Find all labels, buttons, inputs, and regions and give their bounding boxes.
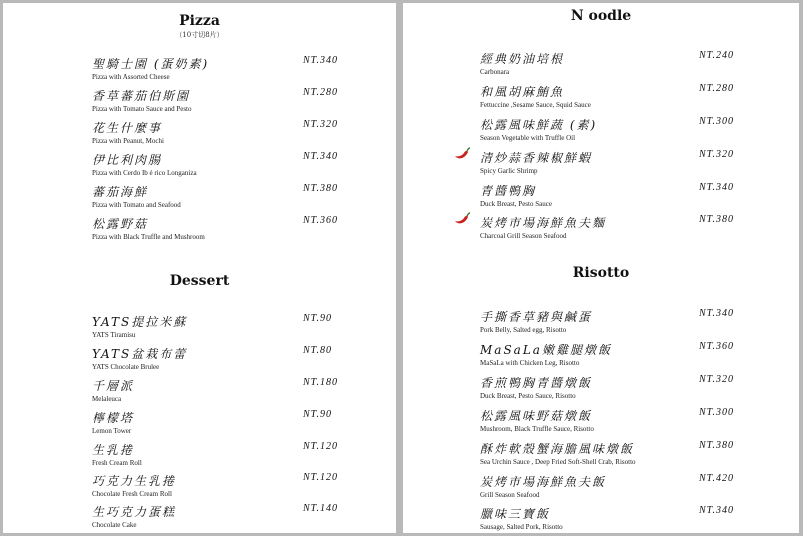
item-price: NT.300 <box>699 407 734 418</box>
item-price: NT.340 <box>699 505 734 516</box>
item-name-en: Pizza with Tomato and Seafood <box>92 201 181 209</box>
item-price: NT.340 <box>699 308 734 319</box>
item-name-en: Pizza with Tomato Sauce and Pesto <box>92 105 192 113</box>
item-price: NT.180 <box>303 377 338 388</box>
item-price: NT.90 <box>303 409 332 420</box>
menu-item <box>403 374 799 404</box>
item-price: NT.80 <box>303 345 332 356</box>
item-name-zh: 香煎鴨胸青醬燉飯 <box>480 376 593 390</box>
pizza-section-subtitle: （10寸切8片） <box>175 31 224 39</box>
menu-item <box>3 313 396 343</box>
item-name-zh: 松露風味鮮蔬 (素) <box>480 118 598 132</box>
menu-item <box>3 377 396 407</box>
item-name-zh: 千層派 <box>92 379 135 393</box>
item-name-en: MaSaLa with Chicken Leg, Risotto <box>480 359 580 367</box>
item-name-en: Spicy Garlic Shrimp <box>480 167 538 175</box>
item-name-zh: 炭烤市場海鮮魚夫飯 <box>480 475 607 489</box>
item-name-en: Chocolate Fresh Cream Roll <box>92 490 172 498</box>
item-name-zh: YATS提拉米蘇 <box>92 315 188 329</box>
menu-item <box>403 308 799 338</box>
menu-item <box>403 440 799 470</box>
item-name-en: Duck Breast, Pesto Sauce <box>480 200 552 208</box>
item-name-zh: 伊比利肉腸 <box>92 153 163 167</box>
item-price: NT.340 <box>303 151 338 162</box>
menu-item <box>403 341 799 371</box>
item-name-zh: 聖騎士園 (蛋奶素) <box>92 57 210 71</box>
menu-item <box>403 149 799 179</box>
item-name-zh: 青醬鴨胸 <box>480 184 537 198</box>
item-name-en: Grill Season Seafood <box>480 491 540 499</box>
item-price: NT.380 <box>303 183 338 194</box>
menu-item <box>403 50 799 80</box>
item-name-en: Carbonara <box>480 68 510 76</box>
item-name-en: YATS Chocolate Brulee <box>92 363 160 371</box>
item-price: NT.120 <box>303 441 338 452</box>
chili-pepper-icon <box>453 212 471 226</box>
item-price: NT.90 <box>303 313 332 324</box>
item-name-zh: MaSaLa嫩雞腿燉飯 <box>480 343 612 357</box>
item-name-zh: 松露野菇 <box>92 217 149 231</box>
item-price: NT.320 <box>699 149 734 160</box>
item-name-en: Pork Belly, Salted egg, Risotto <box>480 326 567 334</box>
item-name-zh: 炭烤市場海鮮魚夫麵 <box>480 216 607 230</box>
item-name-en: Pizza with Assorted Cheese <box>92 73 170 81</box>
menu-item <box>3 345 396 375</box>
item-name-zh: 生巧克力蛋糕 <box>92 505 177 519</box>
item-price: NT.340 <box>699 182 734 193</box>
item-name-en: Fettuccine ,Sesame Sauce, Squid Sauce <box>480 101 591 109</box>
item-name-en: Sea Urchin Sauce , Deep Fried Soft-Shell Crab, Risotto <box>480 458 636 466</box>
item-name-en: Season Vegetable with Truffle Oil <box>480 134 576 142</box>
risotto-section-title: Risotto <box>572 265 630 281</box>
noodle-section-title: N oodle <box>570 8 632 24</box>
item-price: NT.380 <box>699 214 734 225</box>
menu-item <box>403 473 799 503</box>
item-price: NT.340 <box>303 55 338 66</box>
item-name-en: YATS Tiramisu <box>92 331 136 339</box>
menu-item <box>3 119 396 149</box>
item-price: NT.380 <box>699 440 734 451</box>
item-name-zh: 蕃茄海鮮 <box>92 185 149 199</box>
item-price: NT.140 <box>303 503 338 514</box>
menu-item <box>3 87 396 117</box>
item-name-zh: 生乳捲 <box>92 443 135 457</box>
menu-item <box>3 55 396 85</box>
item-name-en: Mushroom, Black Truffle Sauce, Risotto <box>480 425 594 433</box>
menu-item <box>403 83 799 113</box>
item-price: NT.120 <box>303 472 338 483</box>
item-price: NT.320 <box>699 374 734 385</box>
menu-item <box>403 116 799 146</box>
item-name-zh: 經典奶油培根 <box>480 52 565 66</box>
item-price: NT.280 <box>699 83 734 94</box>
item-price: NT.420 <box>699 473 734 484</box>
menu-item <box>3 503 396 533</box>
item-price: NT.360 <box>699 341 734 352</box>
item-name-zh: 松露風味野菇燉飯 <box>480 409 593 423</box>
item-name-zh: 香草蕃茄伯斯園 <box>92 89 191 103</box>
item-name-zh: 花生什麼事 <box>92 121 163 135</box>
dessert-section-title: Dessert <box>169 273 230 289</box>
menu-item <box>3 215 396 245</box>
menu-item <box>3 409 396 439</box>
item-name-en: Lemon Tower <box>92 427 132 435</box>
menu-item <box>403 505 799 535</box>
menu-item <box>3 441 396 471</box>
menu-item <box>3 472 396 502</box>
menu-item <box>403 407 799 437</box>
item-name-zh: 巧克力生乳捲 <box>92 474 177 488</box>
menu-item <box>3 183 396 213</box>
item-price: NT.280 <box>303 87 338 98</box>
item-name-en: Chocolate Cake <box>92 521 137 529</box>
item-name-en: Pizza with Cerdo Ib é rico Longaniza <box>92 169 197 177</box>
item-price: NT.300 <box>699 116 734 127</box>
menu-item <box>403 214 799 244</box>
item-name-zh: 清炒蒜香辣椒鮮蝦 <box>480 151 593 165</box>
item-name-en: Sausage, Salted Pork, Risotto <box>480 523 563 531</box>
item-price: NT.360 <box>303 215 338 226</box>
item-name-en: Charcoal Grill Season Seafood <box>480 232 567 240</box>
right-menu-page <box>403 3 799 533</box>
item-price: NT.240 <box>699 50 734 61</box>
item-name-en: Pizza with Black Truffle and Mushroom <box>92 233 205 241</box>
item-price: NT.320 <box>303 119 338 130</box>
item-name-zh: 檸檬塔 <box>92 411 135 425</box>
menu-item <box>3 151 396 181</box>
item-name-en: Fresh Cream Roll <box>92 459 142 467</box>
item-name-zh: 臘味三寶飯 <box>480 507 551 521</box>
item-name-en: Pizza with Peanut, Mochi <box>92 137 164 145</box>
menu-item <box>403 182 799 212</box>
item-name-zh: 和風胡麻鮪魚 <box>480 85 565 99</box>
item-name-zh: 酥炸軟殼蟹海膽風味燉飯 <box>480 442 635 456</box>
left-menu-page <box>3 3 396 533</box>
item-name-zh: 手撕香草豬與鹹蛋 <box>480 310 593 324</box>
chili-pepper-icon <box>453 147 471 161</box>
item-name-en: Melaleuca <box>92 395 122 403</box>
item-name-zh: YATS盆栽布蕾 <box>92 347 188 361</box>
item-name-en: Duck Breast, Pesto Sauce, Risotto <box>480 392 576 400</box>
pizza-section-title: Pizza <box>179 13 220 29</box>
